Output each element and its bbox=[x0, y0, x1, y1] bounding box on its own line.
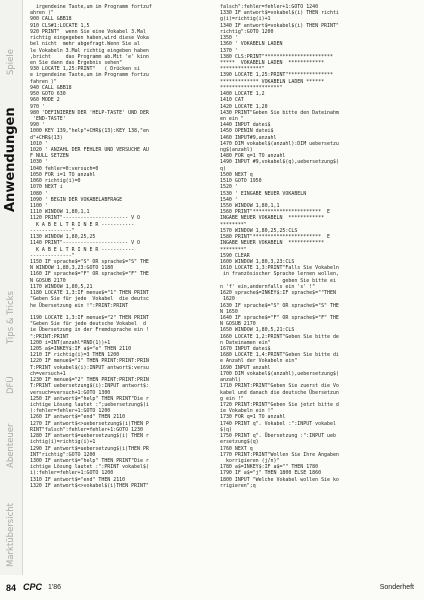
code-line: 1560 PRINT"*********************** E bbox=[220, 209, 330, 216]
code-line: 1210 IF richtig(i)=3 THEN 1200 bbox=[30, 352, 120, 359]
listing-column-left bbox=[30, 4, 200, 489]
code-line: 1190 LOCATE 1,3:IF menue$="2" THEN PRINT bbox=[30, 314, 149, 321]
code-line: 1800 INPUT "Welche Vokabel wollen Sie ko bbox=[220, 476, 339, 483]
code-line: 1280 IF antwort$=uebersetzung$(i) THEN r bbox=[30, 433, 149, 440]
code-line: e irgendeine Taste,um im Programm fortzu bbox=[30, 72, 149, 79]
code-line: 1350 ' bbox=[220, 35, 238, 42]
code-line: g ein !" bbox=[220, 395, 244, 402]
sidebar-item-anwendungen[interactable]: Anwendungen bbox=[3, 107, 18, 213]
code-line: ichtige Lösung lautet :":PRINT vokabel$( bbox=[30, 464, 149, 471]
code-line: ersetzung$(q) bbox=[220, 439, 259, 446]
code-line: 1620 sprache$=INKEY$:IF sprache$=""THEN bbox=[220, 290, 336, 297]
code-line: 1590 CLEAR bbox=[220, 252, 250, 259]
code-line: ,bricht das Programm ab.Mit 'e' kinn bbox=[30, 53, 149, 60]
code-line: in französischer Sprache lernen wollen, bbox=[220, 271, 339, 278]
code-line: q) bbox=[220, 165, 226, 172]
code-line: falsch":fehler=fehler+1:GOTO 1240 bbox=[220, 4, 319, 10]
code-line: K A B E L T R I N E R ----------- bbox=[30, 246, 135, 253]
code-line: he Übersetzung ein !":PRINT:PRINT bbox=[30, 302, 129, 309]
code-line: 1330 IF antwort$=vokabel$(i) THEN richti bbox=[220, 10, 339, 17]
code-line: ichtige Lösung lautet :";uebersetzung$(i bbox=[30, 402, 149, 408]
code-line: N WINDOW 1,80,3,23:GOTO 1180 bbox=[30, 265, 114, 272]
code-line: 1010 ' bbox=[30, 140, 48, 147]
code-line: N GOSUB 2170 bbox=[220, 321, 256, 328]
code-line: rrigieren";q bbox=[220, 482, 256, 489]
code-line: 1780 a$=INKEY$:IF a$="" THEN 1780 bbox=[220, 464, 319, 471]
code-line: 1700 DIM vokabel$(anzahl),uebersetzung$( bbox=[220, 370, 339, 377]
code-line: versuch=versuch+1:GOTO 1300 bbox=[30, 389, 111, 396]
code-line: 1250 IF antwort$="help" THEN PRINT"Die r bbox=[30, 395, 149, 402]
code-line: 1370 ' bbox=[220, 47, 238, 54]
code-line: 1290 IF antwort$=uebersetzung$(i)THEN PR bbox=[30, 445, 149, 452]
code-line: 1050 FOR i=1 TO anzahl bbox=[30, 171, 96, 178]
code-line: 1310 IF antwort$="end" THEN 2110 bbox=[30, 476, 126, 483]
code-line: 1790 IF a$="j" THEN 1800 ELSE 1860 bbox=[220, 470, 322, 477]
code-line: 980 'DEFINIEREN DER 'HELP-TASTE' UND DER bbox=[30, 109, 149, 116]
code-line: 1160 IF sprache$="F" OR sprache$="F" THE bbox=[30, 271, 149, 278]
code-line: INGABE NEUER VOKABELN ************ bbox=[220, 240, 325, 247]
code-line: le Vokabeln 3.Mal richtig eingeben haben bbox=[30, 47, 149, 54]
code-line: ":PRINT:PRINT bbox=[30, 333, 69, 340]
code-line: 1410 CAT bbox=[220, 97, 244, 104]
code-line: T:PRINT vokabel$(i):INPUT antwort$:versu bbox=[30, 364, 149, 371]
code-line: 940 CALL &BB18 bbox=[30, 84, 72, 91]
code-line: 1690 INPUT anzahl bbox=[220, 364, 271, 371]
code-line: 1490 INPUT #9,vokabel$(q),uebersetzung$( bbox=[220, 159, 339, 166]
code-line: RINT"falsch":fehler=fehler+1:GOTO 1230 bbox=[30, 426, 143, 433]
code-line: 900 CALL &BB18 bbox=[30, 16, 72, 23]
code-line: "Geben Sie für jede deutsche Vokabel d bbox=[30, 321, 146, 328]
code-line: anzahl) bbox=[220, 377, 241, 384]
code-line: fahren )" bbox=[30, 78, 57, 85]
code-line: 950 GOTO 630 bbox=[30, 91, 66, 98]
code-line: ahren )" bbox=[30, 10, 54, 17]
code-line: 1520 ' bbox=[220, 184, 238, 191]
sidebar-item-tips-tricks[interactable]: Tips & Tricks bbox=[6, 291, 16, 345]
code-line: ********************" bbox=[220, 84, 283, 91]
code-line: 1750 PRINT q". Übersetzung :":INPUT ueb bbox=[220, 433, 336, 440]
code-line: 1150 IF sprache$="S" OR sprache$="S" THE bbox=[30, 258, 149, 265]
code-line: 1180 LOCATE 1,3:IF menue$="1" THEN PRINT bbox=[30, 290, 149, 297]
code-line: en Sie dann das Ergebnis sehen" bbox=[30, 59, 123, 66]
code-line: ie Übersetzung in der Fremdsprache ein ! bbox=[30, 327, 149, 334]
code-line: 1110 WINDOW 1,80,1,1 bbox=[30, 209, 90, 216]
section-label: Sonderheft bbox=[379, 584, 414, 591]
code-line: 1070 NEXT i bbox=[30, 184, 63, 191]
code-line: 1620 bbox=[220, 296, 235, 303]
code-line: 1580 PRINT"*********************** E bbox=[220, 234, 330, 241]
code-line: n 'f' ein,andernfalls ein 's' !" bbox=[220, 283, 316, 290]
code-line: 930 LOCATE 1,25:PRINT" ( Drücken si bbox=[30, 66, 140, 73]
code-line: 1570 WINDOW 1,80,25,25:CLS bbox=[220, 227, 298, 234]
code-line: 1450 OPENIN datei$ bbox=[220, 128, 274, 135]
code-line: 1730 FOR q=1 TO anzahl bbox=[220, 414, 286, 421]
code-line: 'END-TASTE' bbox=[30, 115, 66, 122]
sidebar-item-dfue[interactable]: DFÜ bbox=[6, 376, 16, 394]
code-line: 1140 PRINT"---------------------- V O bbox=[30, 240, 140, 247]
code-line: 1460 INPUT#9,anzahl bbox=[220, 134, 277, 141]
code-line: 1500 NEXT q bbox=[220, 171, 253, 178]
code-line: 1080 ' bbox=[30, 190, 48, 197]
code-line: ********" bbox=[220, 246, 247, 253]
page-number: 84 bbox=[6, 583, 17, 593]
code-line: **************" bbox=[220, 66, 265, 73]
code-line: 1090 ' BEGIN DER VOKABELABFRAGE bbox=[30, 196, 123, 203]
code-line: 1680 LOCATE 1,4:PRINT"Geben Sie bitte di bbox=[220, 352, 339, 359]
code-line: 990 ' bbox=[30, 122, 45, 129]
code-line: N 1650 bbox=[220, 308, 238, 315]
magazine-logo: CPC bbox=[23, 582, 43, 592]
code-line: --------------" bbox=[30, 252, 75, 259]
code-line: 1660 LOCATE 1,2:PRINT"Geben Sie bitte de bbox=[220, 333, 339, 340]
code-line: INGABE NEUER VOKABELN ************ bbox=[220, 215, 325, 222]
code-line: 910 CLS#1:LOCATE 1,5 bbox=[30, 22, 90, 29]
code-line: i):fehler=fehler+1:GOTO 1200 bbox=[30, 470, 114, 477]
code-line: 1340 IF antwort$=vokabel$(i) THEN PRINT" bbox=[220, 22, 339, 29]
code-line: 1170 WINDOW 1,80,5,21 bbox=[30, 283, 93, 290]
sidebar-item-spiele[interactable]: Spiele bbox=[6, 49, 16, 75]
code-line: kabel und danach die deutsche Übersetzun bbox=[220, 389, 339, 396]
code-line: bel nicht mehr abgefragt.Wenn Sie al bbox=[30, 41, 140, 48]
code-line: 1360 ' VOKABELN LADEN bbox=[220, 41, 283, 48]
code-line: 1320 IF antwort$<>vokabel$(i)THEN PRINT" bbox=[30, 482, 149, 489]
code-line: 1440 INPUT datei$ bbox=[220, 122, 271, 129]
code-line: 1400 LOCATE 1,2 bbox=[220, 91, 265, 98]
code-line: 1100 ' bbox=[30, 203, 48, 209]
sidebar-item-marktuebersicht[interactable]: Marktübersicht bbox=[6, 503, 16, 567]
code-line: F NULL SETZEN bbox=[30, 153, 69, 160]
code-line: 1130 WINDOW 1,80,25,25 bbox=[30, 234, 96, 241]
code-line: "Geben Sie für jede Vokabel die deutsc bbox=[30, 296, 149, 303]
code-line: 960 MODE 2 bbox=[30, 97, 60, 104]
code-line: 1230 IF menue$="2" THEN PRINT:PRINT:PRIN bbox=[30, 377, 149, 384]
code-line: g(i)=richtig(i)+1 bbox=[220, 16, 271, 23]
code-line: 1760 NEXT q bbox=[220, 445, 253, 452]
code-line: ie Vokabeln ein !" bbox=[220, 408, 274, 415]
code-line: geben Sie bitte ei bbox=[220, 277, 336, 284]
code-line: 1220 IF menue$="1" THEN PRINT:PRINT:PRIN bbox=[30, 358, 149, 365]
code-line: 1740 PRINT q". Vokabel :":INPUT vokabel bbox=[220, 420, 336, 427]
code-line: 970 ' bbox=[30, 103, 45, 110]
code-line: ch=versuch+1 bbox=[30, 370, 66, 377]
code-line: 1420 LOCATE 1,20 bbox=[220, 103, 268, 110]
code-line: 1430 PRINT"Geben Sie bitte den Dateinahm bbox=[220, 109, 339, 116]
code-line: richtig":GOTO 1200 bbox=[220, 28, 274, 35]
code-line: n Dateinamen ein" bbox=[220, 339, 271, 346]
code-line: 1030 ' bbox=[30, 159, 48, 166]
code-line: ***** VOKABELN LADEN ************ bbox=[220, 59, 325, 66]
code-line: 1550 WINDOW 1,80,1,1 bbox=[220, 203, 280, 209]
code-line: 1610 LOCATE 1,3:PRINT"Falls Sie Vokabeln bbox=[220, 265, 339, 272]
code-line: ********" bbox=[220, 221, 247, 228]
code-line: 1720 PRINT:PRINT"Geben Sie jetzt bitte d bbox=[220, 402, 339, 408]
code-line: 1270 IF antwort$<>uebersetzung$(i)THEN P bbox=[30, 420, 149, 427]
listing-column-right bbox=[220, 4, 420, 489]
code-line: 1205 a$=INKEY$:IF a$="e" THEN 2110 bbox=[30, 346, 132, 353]
code-line: 920 PRINT" wenn Sie eine Vokabel 3.Mal bbox=[30, 28, 146, 35]
code-line: 1120 PRINT"---------------------- V O bbox=[30, 215, 140, 222]
code-line: 1540 ' bbox=[220, 196, 238, 203]
code-line: e Anzahl der Vokabeln ein" bbox=[220, 358, 298, 365]
code-line: 1040 fehler=0:versuch=0 bbox=[30, 165, 99, 172]
code-line: 1380 CLS:PRINT"*********************** bbox=[220, 53, 333, 60]
code-line: 1670 INPUT datei$ bbox=[220, 346, 271, 353]
code-line: 1600 WINDOW 1,80,3,23:CLS bbox=[220, 258, 295, 265]
code-line: 1770 PRINT:PRINT"Wollen Sie Ihre Angaben bbox=[220, 451, 339, 458]
code-line: 1260 IF antwort$="end" THEN 2110 bbox=[30, 414, 126, 421]
code-line: 1200 i=INT(anzahl*RND(1))+1 bbox=[30, 339, 111, 346]
issue-label: 1'86 bbox=[48, 584, 62, 591]
code-line: 1630 IF sprache$="S" OR sprache$="S" THE bbox=[220, 302, 339, 309]
code-line: 1530 ' EINGABE NEUER VOKABELN bbox=[220, 190, 307, 197]
code-line: d"+CHR$(13) bbox=[30, 134, 63, 141]
code-line: --------------" bbox=[30, 227, 75, 234]
code-line: 1640 IF sprache$="F" OR sprache$="F" THE bbox=[220, 314, 339, 321]
sidebar-item-abenteuer[interactable]: Abenteuer bbox=[6, 423, 16, 469]
code-line: 1060 richtig(i)=0 bbox=[30, 178, 81, 185]
code-line: 1710 PRINT:PRINT"Geben Sie zuerst die Vo bbox=[220, 383, 339, 390]
section-sidebar bbox=[0, 0, 23, 575]
code-line: INT"richtig":GOTO 1200 bbox=[30, 451, 96, 458]
code-line: 1470 DIM vokabel$(anzahl):DIM uebersetzu bbox=[220, 140, 339, 147]
code-line: en ein " bbox=[220, 115, 244, 122]
code-line: 1020 ' ANZAHL DER FEHLER UND VERSUCHE AU bbox=[30, 147, 149, 154]
code-line: K A B E L T R I N E R ----------- bbox=[30, 221, 135, 228]
code-line: 1390 LOCATE 1,25:PRINT"*************** bbox=[220, 72, 333, 79]
code-line: ng$(anzahl) bbox=[220, 147, 253, 154]
code-line: T:PRINT uebersetzung$(i):INPUT antwort$: bbox=[30, 383, 149, 390]
code-line: 1000 KEY 139,"help"+CHR$(13):KEY 138,"en bbox=[30, 128, 149, 135]
code-line: ************* VOKABELN LADEN ****** bbox=[220, 78, 325, 85]
code-line: ichtig(i)=richtig(i)+1 bbox=[30, 439, 96, 446]
code-line: 1300 IF antwort$="help" THEN PRINT"Die r bbox=[30, 457, 149, 464]
page-footer bbox=[0, 576, 424, 600]
code-line: 1510 GOTO 1950 bbox=[220, 178, 262, 185]
code-line: korrigieren (j/n)" bbox=[220, 457, 280, 464]
code-line: ):fehler=fehler+1:GOTO 1200 bbox=[30, 408, 111, 415]
code-line: richtig eingegeben haben,wird diese Voka bbox=[30, 35, 149, 42]
code-line: 1650 WINDOW 1,80,5,21:CLS bbox=[220, 327, 295, 334]
code-line: 1480 FOR q=1 TO anzahl bbox=[220, 153, 286, 160]
code-line: $(q) bbox=[220, 426, 232, 433]
code-line: N GOSUB 2170 bbox=[30, 277, 66, 284]
code-line: irgendeine Taste,um im Programm fortzuf bbox=[30, 4, 152, 10]
